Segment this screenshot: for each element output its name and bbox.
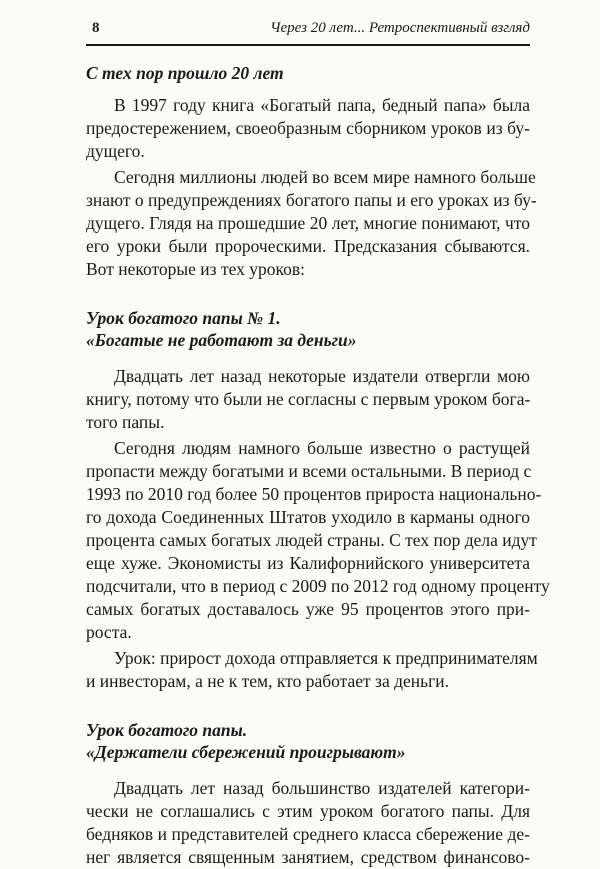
heading-line: С тех пор прошло 20 лет [86, 63, 284, 83]
text-line: бедняков и представителей среднего класса сбережение де- [86, 824, 530, 844]
text-line: В 1997 году книга «Богатый папа, бедный папа» была [114, 95, 530, 115]
heading-line: Урок богатого папы. [86, 720, 248, 740]
text-line: знают о предупреждениях богатого папы и его уроках из бу- [86, 190, 537, 210]
text-line: книгу, потому что были не согласны с первым уроком бога- [86, 389, 531, 409]
text-line: Вот некоторые из тех уроков: [86, 259, 305, 279]
section-heading [86, 719, 530, 763]
heading-line: «Держатели сбережений проигрывают» [86, 742, 406, 762]
text-line: подсчитали, что в период с 2009 по 2012 год одному проценту [86, 576, 550, 596]
text-line: еще хуже. Экономисты из Калифорнийского университета [86, 553, 530, 573]
text-line: дущего. [86, 141, 145, 161]
section-since-then [86, 62, 537, 281]
text-line: 1993 по 2010 год более 50 процентов прироста национально- [86, 484, 542, 504]
page-body [86, 62, 550, 869]
text-line: его уроки были пророческими. Предсказания сбываются. [86, 236, 530, 256]
text-line: го дохода Соединенных Штатов уходило в карманы одного [86, 507, 530, 527]
section-lesson-savers [86, 719, 530, 869]
header-rule [86, 44, 530, 46]
section-lesson-1 [86, 307, 550, 693]
text-line: чески не соглашались с этим уроком богатого папы. Для [86, 801, 530, 821]
paragraph [86, 94, 530, 163]
text-line: Двадцать лет назад некоторые издатели отвергли мою [114, 366, 530, 386]
text-line: предостережением, своеобразным сборником уроков из бу- [86, 118, 530, 138]
text-line: Сегодня миллионы людей во всем мире намного больше [114, 167, 536, 187]
text-line: процента самых богатых людей страны. С тех пор дела идут [86, 530, 537, 550]
paragraph [86, 437, 550, 644]
text-line: Урок: прирост дохода отправляется к предпринимателям [114, 648, 538, 668]
section-heading [86, 307, 530, 351]
heading-line: «Богатые не работают за деньги» [86, 330, 357, 350]
text-line: и инвесторам, а не к тем, кто работает за деньги. [86, 671, 450, 691]
paragraph [86, 365, 530, 434]
paragraph [86, 647, 538, 693]
running-head [72, 20, 530, 42]
text-line: Сегодня людям намного больше известно о растущей [114, 438, 530, 458]
page-number: 8 [92, 20, 100, 36]
text-line: того папы. [86, 412, 165, 432]
running-title: Через 20 лет... Ретроспективный взгляд [270, 20, 530, 36]
text-line: роста. [86, 622, 132, 642]
paragraph [86, 777, 530, 869]
text-line: пропасти между богатыми и всеми остальными. В период с [86, 461, 532, 481]
paragraph [86, 166, 537, 281]
heading-line: Урок богатого папы № 1. [86, 308, 281, 328]
text-line: дущего. Глядя на прошедшие 20 лет, многие понимают, что [86, 213, 530, 233]
text-line: нег является священным занятием, средством финансово- [86, 847, 530, 867]
text-line: самых богатых доставалось уже 95 процентов этого при- [86, 599, 530, 619]
section-heading [86, 62, 530, 84]
text-line: Двадцать лет назад большинство издателей категори- [114, 778, 530, 798]
